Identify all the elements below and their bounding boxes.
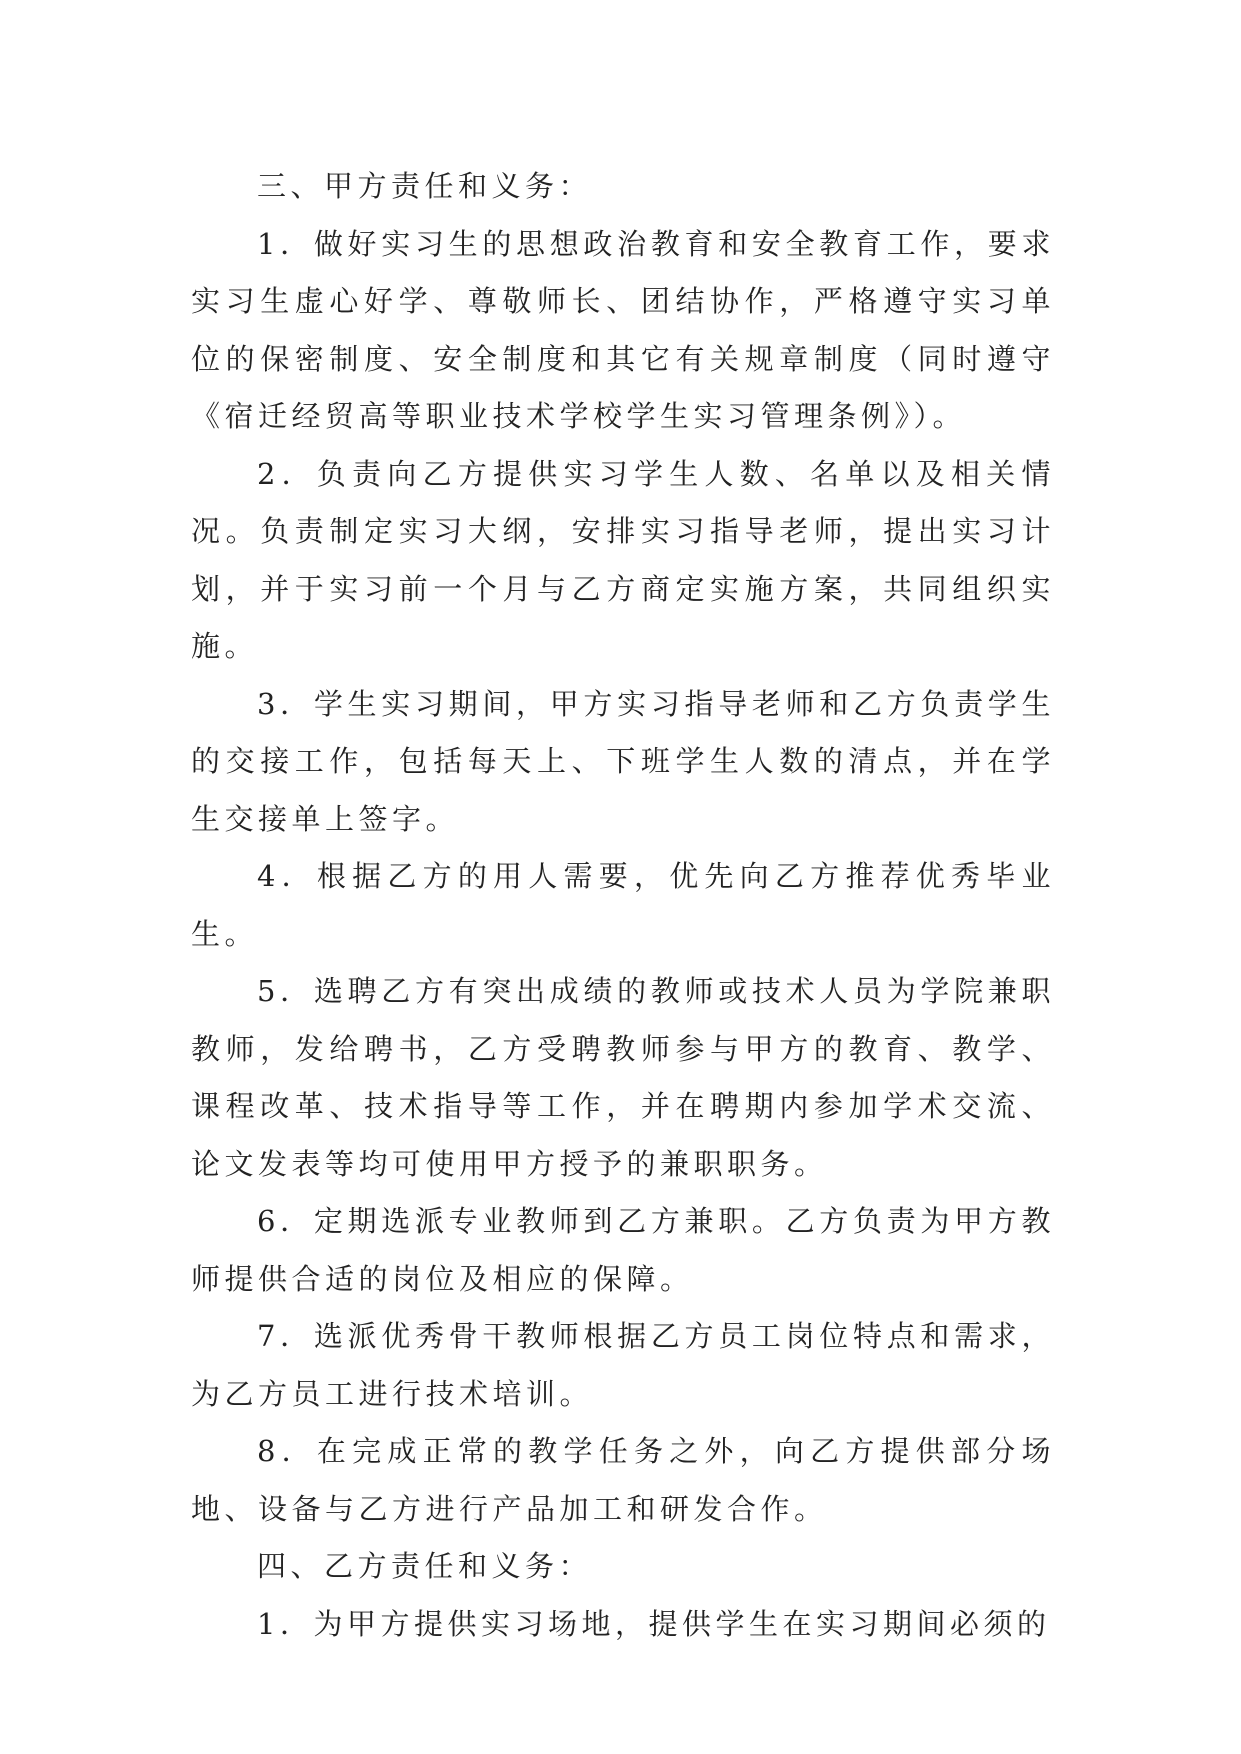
clause-paragraph-a5: 5．选聘乙方有突出成绩的教师或技术人员为学院兼职教师，发给聘书，乙方受聘教师参与甲方的教育、教学、课程改革、技术指导等工作，并在聘期内参加学术交流、论文发表等均可使用甲方授予的兼职职务。	[191, 974, 1055, 1181]
clause-paragraph-a7: 7．选派优秀骨干教师根据乙方员工岗位特点和需求，为乙方员工进行技术培训。	[191, 1319, 1055, 1411]
clause-paragraph-a2: 2．负责向乙方提供实习学生人数、名单以及相关情况。负责制定实习大纲，安排实习指导老师，提出实习计划，并于实习前一个月与乙方商定实施方案，共同组织实施。	[191, 456, 1055, 663]
clause-paragraph-b1: 1．为甲方提供实习场地，提供学生在实习期间必须的	[257, 1606, 1051, 1641]
section-heading-party-a: 三、甲方责任和义务：	[257, 169, 593, 203]
clause-paragraph-a4: 4．根据乙方的用人需要，优先向乙方推荐优秀毕业生。	[191, 859, 1055, 951]
document-body	[191, 158, 1055, 1653]
section-heading-party-b: 四、乙方责任和义务：	[257, 1549, 593, 1583]
clause-paragraph-a1: 1．做好实习生的思想政治教育和安全教育工作，要求实习生虚心好学、尊敬师长、团结协作，严格遵守实习单位的保密制度、安全制度和其它有关规章制度（同时遵守《宿迁经贸高等职业技术学校学生实习管理条例》）。	[191, 226, 1055, 433]
clause-paragraph-a3: 3．学生实习期间，甲方实习指导老师和乙方负责学生的交接工作，包括每天上、下班学生人数的清点，并在学生交接单上签字。	[191, 686, 1055, 836]
clause-paragraph-a8: 8．在完成正常的教学任务之外，向乙方提供部分场地、设备与乙方进行产品加工和研发合作。	[191, 1434, 1055, 1526]
clause-paragraph-a6: 6．定期选派专业教师到乙方兼职。乙方负责为甲方教师提供合适的岗位及相应的保障。	[191, 1204, 1055, 1296]
